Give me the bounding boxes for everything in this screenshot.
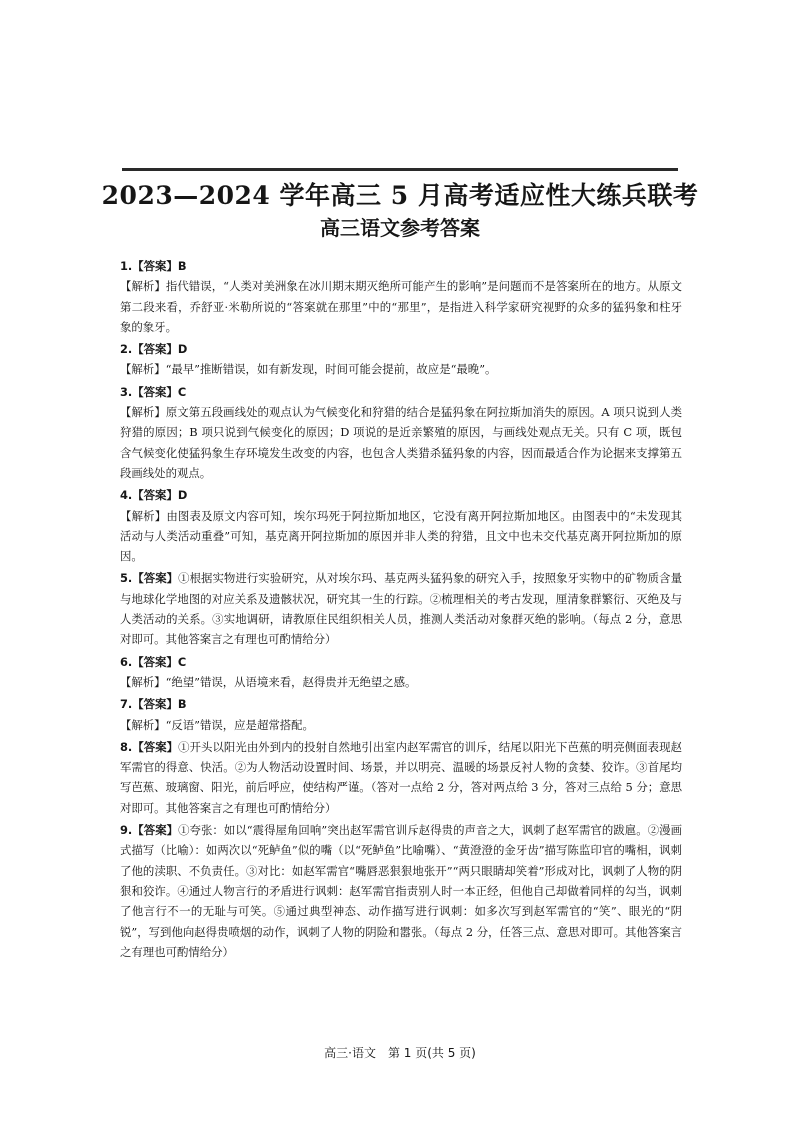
answer-label: 7.【答案】B bbox=[120, 697, 187, 712]
answer-label: 4.【答案】D bbox=[120, 488, 188, 503]
answer-label: 9.【答案】 bbox=[120, 823, 179, 838]
explanation: 【解析】原文第五段画线处的观点认为气候变化和狩猎的结合是猛犸象在阿拉斯加消失的原因。A 项只说到人类狩猎的原因；B 项只说到气候变化的原因；D 项说的是近亲繁殖的原因，与画线处观点无关。只有 C 项，既包含气候变化使猛犸象生存环境发生改变的内容，也包含人类猎杀猛犸象的内容，因而最适合作为论据来支撑第五段画线处的观点。 bbox=[120, 405, 682, 480]
answer-block bbox=[120, 568, 682, 649]
explanation: 【解析】“最早”推断错误，如有新发现，时间可能会提前，故应是“最晚”。 bbox=[120, 362, 497, 377]
question-1 bbox=[120, 256, 682, 337]
question-6 bbox=[120, 652, 682, 693]
page-footer: 高三·语文 第 1 页(共 5 页) bbox=[324, 1046, 476, 1060]
answer-list bbox=[120, 256, 682, 964]
explanation: 【解析】由图表及原文内容可知，埃尔玛死于阿拉斯加地区，它没有离开阿拉斯加地区。由图表中的“未发现其活动与人类活动重叠”可知，基克离开阿拉斯加的原因并非人类的狩猎，且文中也未交代基克离开阿拉斯加的原因。 bbox=[120, 508, 682, 564]
page-title: 2023—2024 学年高三 5 月高考适应性大练兵联考 bbox=[101, 181, 699, 210]
question-4 bbox=[120, 485, 682, 566]
question-7 bbox=[120, 694, 682, 735]
question-3 bbox=[120, 382, 682, 483]
answer-label: 3.【答案】C bbox=[120, 384, 187, 399]
explanation: 【解析】指代错误，“人类对美洲象在冰川期末期灭绝所可能产生的影响”是问题而不是答案所在的地方。从原文第二段来看，乔舒亚·米勒所说的“答案就在那里”中的“那里”，是指进入科学家研究视野的众多的猛犸象和柱牙象的象牙。 bbox=[120, 279, 682, 334]
answer-block bbox=[120, 737, 682, 818]
answer-label: 2.【答案】D bbox=[120, 342, 188, 357]
answer-label: 1.【答案】B bbox=[120, 259, 187, 273]
page-subtitle: 高三语文参考答案 bbox=[320, 216, 480, 240]
answer-label: 6.【答案】C bbox=[120, 654, 187, 669]
answer-text: ①根据实物进行实验研究，从对埃尔玛、基克两头猛犸象的研究入手，按照象牙实物中的矿物质含量与地球化学地图的对应关系及遗骸状况，研究其一生的行踪。②梳理相关的考古发现，厘清象群繁衍、灭绝及与人类活动的关系。③实地调研，请教原住民组织相关人员，推测人类活动对象群灭绝的影响。（每点 2 分，意思对即可。其他答案言之有理也可酌情给分） bbox=[120, 571, 682, 647]
question-8 bbox=[120, 737, 682, 818]
answer-block bbox=[120, 820, 682, 962]
answer-text: ①夸张：如以“震得屋角回响”突出赵军需官训斥赵得贵的声音之大，讽刺了赵军需官的跋扈。②漫画式描写（比喻）：如两次以“死鲈鱼”似的嘴（以“死鲈鱼”比喻嘴）、“黄澄澄的金牙齿”描写陈监印官的嘴相，讽刺了他的渎职、不负责任。③对比：如赵军需官“嘴唇恶狠狠地张开”“两只眼睛却笑着”形成对比，讽刺了人物的阴狠和狡诈。④通过人物言行的矛盾进行讽刺：赵军需官指责别人时一本正经，但他自己却做着同样的勾当，讽刺了他言行不一的无耻与可笑。⑤通过典型神态、动作描写进行讽刺：如多次写到赵军需官的“笑”、眼光的“阴锐”，写到他向赵得贵喷烟的动作，讽刺了人物的阴险和嚣张。（每点 2 分，任答三点、意思对即可。其他答案言之有理也可酌情给分） bbox=[120, 823, 682, 959]
question-5 bbox=[120, 568, 682, 649]
explanation: 【解析】“绝望”错误，从语境来看，赵得贵并无绝望之感。 bbox=[120, 674, 417, 689]
answer-label: 5.【答案】 bbox=[120, 571, 179, 586]
question-2 bbox=[120, 339, 682, 380]
answer-label: 8.【答案】 bbox=[120, 739, 179, 754]
answer-text: ①开头以阳光由外到内的投射自然地引出室内赵军需官的训斥，结尾以阳光下芭蕉的明亮侧面表现赵军需官的得意、快活。②为人物活动设置时间、场景，并以明亮、温暖的场景反衬人物的贪婪、狡诈。③首尾均写芭蕉、玻璃窗、阳光，前后呼应，使结构严谨。（答对一点给 2 分，答对两点给 3 分，答对三点给 5 分；意思对即可。其他答案言之有理也可酌情给分） bbox=[120, 739, 682, 815]
header-rule bbox=[122, 168, 678, 171]
explanation: 【解析】“反语”错误，应是超常搭配。 bbox=[120, 717, 314, 732]
question-9 bbox=[120, 820, 682, 962]
